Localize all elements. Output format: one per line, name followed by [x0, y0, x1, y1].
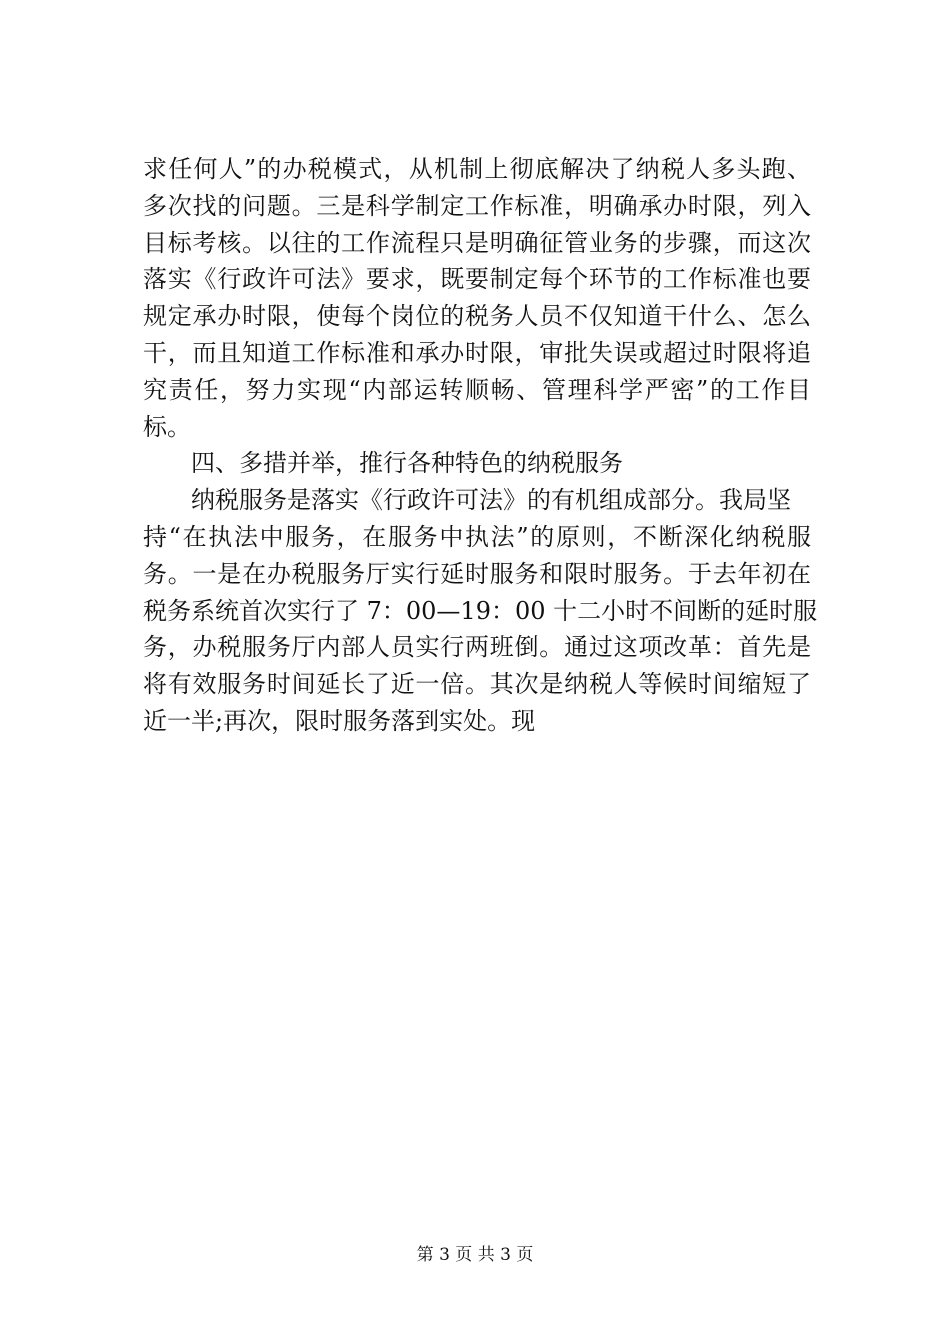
text-line: 目标考核。以往的工作流程只是明确征管业务的步骤，而这次: [143, 228, 811, 257]
page-number-footer: 第 3 页 共 3 页: [416, 1245, 534, 1265]
section-heading: 四、多措并举，推行各种特色的纳税服务: [191, 449, 623, 478]
paragraph-first-line: 纳税服务是落实《行政许可法》的有机组成部分。我局坚: [191, 486, 791, 515]
text-line: 多次找的问题。三是科学制定工作标准，明确承办时限，列入: [143, 191, 811, 220]
text-line: 税务系统首次实行了 7：00—19：00 十二小时不间断的延时服: [143, 596, 818, 625]
text-line: 标。: [143, 412, 191, 441]
text-line: 务。一是在办税服务厅实行延时服务和限时服务。于去年初在: [143, 559, 811, 588]
text-line: 求任何人”的办税模式，从机制上彻底解决了纳税人多头跑、: [143, 155, 811, 183]
text-line: 究责任，努力实现“内部运转顺畅、管理科学严密”的工作目: [143, 375, 811, 404]
text-line: 将有效服务时间延长了近一倍。其次是纳税人等候时间缩短了: [143, 670, 811, 699]
text-line: 规定承办时限，使每个岗位的税务人员不仅知道干什么、怎么: [143, 302, 811, 331]
text-line: 落实《行政许可法》要求，既要制定每个环节的工作标准也要: [143, 265, 811, 294]
text-line: 务，办税服务厅内部人员实行两班倒。通过这项改革：首先是: [143, 633, 811, 662]
text-line: 近一半;再次，限时服务落到实处。现: [143, 706, 536, 735]
text-line: 干，而且知道工作标准和承办时限，审批失误或超过时限将追: [143, 338, 811, 367]
text-line: 持“在执法中服务，在服务中执法”的原则，不断深化纳税服: [143, 522, 811, 551]
body-text: [143, 151, 818, 740]
